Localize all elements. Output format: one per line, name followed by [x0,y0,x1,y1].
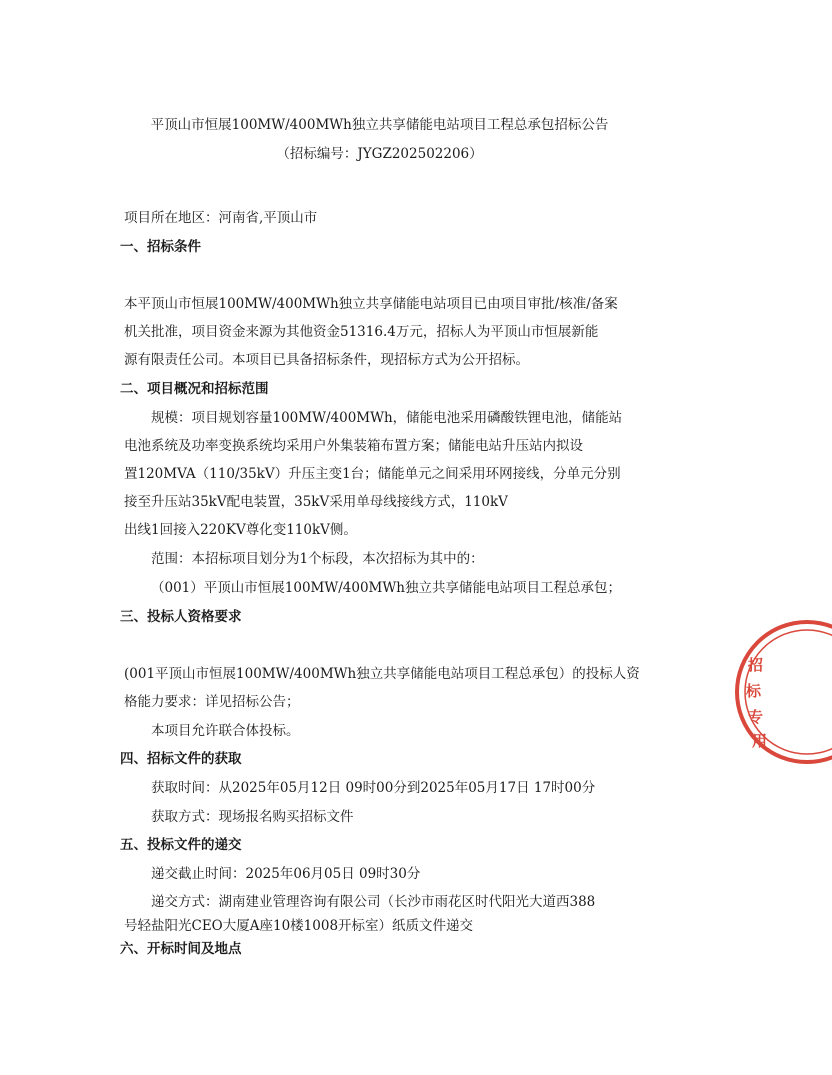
paragraph-line: 置120MVA（110/35kV）升压主变1台；储能单元之间采用环网接线，分单元分别 [124,466,621,482]
svg-text:用: 用 [752,732,768,750]
section-heading-6: 六、开标时间及地点 [120,941,242,957]
paragraph-line: 格能力要求：详见招标公告； [124,694,300,710]
paragraph-line: 接至升压站35kV配电装置，35kV采用单母线接线方式，110kV [124,494,508,510]
section-heading-2: 二、项目概况和招标范围 [120,381,269,397]
paragraph-line: 出线1回接入220KV尊化变110kV侧。 [124,522,357,538]
paragraph-line: 规模：项目规划容量100MW/400MWh，储能电池采用磷酸铁锂电池，储能站 [151,410,623,426]
paragraph-line: 递交方式：湖南建业管理咨询有限公司（长沙市雨花区时代阳光大道西388 [151,894,596,910]
paragraph-line: 源有限责任公司。本项目已具备招标条件，现招标方式为公开招标。 [124,352,529,368]
paragraph-line: 号轻盐阳光CEO大厦A座10楼1008开标室）纸质文件递交 [124,918,474,934]
paragraph-line: 本项目允许联合体投标。 [151,723,300,739]
svg-text:标: 标 [746,682,762,700]
paragraph-line: 本平顶山市恒展100MW/400MWh独立共享储能电站项目已由项目审批/核准/备案 [124,296,618,312]
paragraph-line: 电池系统及功率变换系统均采用户外集装箱布置方案；储能电站升压站内拟设 [124,438,583,454]
document-title: 平顶山市恒展100MW/400MWh独立共享储能电站项目工程总承包招标公告 [150,117,609,133]
paragraph-line: 获取时间：从2025年05月12日 09时00分到2025年05月17日 17时00分 [151,780,596,796]
section-heading-1: 一、招标条件 [120,239,201,255]
paragraph-line: 机关批准，项目资金来源为其他资金51316.4万元，招标人为平顶山市恒展新能 [124,324,599,340]
red-seal-stamp-icon [722,612,832,772]
section-heading-3: 三、投标人资格要求 [120,609,242,625]
svg-text:专: 专 [748,708,764,726]
section-heading-4: 四、招标文件的获取 [120,751,242,767]
svg-text:招: 招 [748,656,764,674]
project-region: 项目所在地区：河南省,平顶山市 [124,210,318,226]
paragraph-line: (001平顶山市恒展100MW/400MWh独立共享储能电站项目工程总承包）的投标人资 [124,666,640,682]
paragraph-line: 获取方式：现场报名购买招标文件 [151,809,354,825]
paragraph-line: 范围：本招标项目划分为1个标段，本次招标为其中的： [151,551,484,567]
section-heading-5: 五、投标文件的递交 [120,837,242,853]
paragraph-line: 递交截止时间：2025年06月05日 09时30分 [151,866,421,882]
document-number: （招标编号：JYGZ202502206） [276,146,483,162]
paragraph-line: （001）平顶山市恒展100MW/400MWh独立共享储能电站项目工程总承包； [151,580,621,596]
